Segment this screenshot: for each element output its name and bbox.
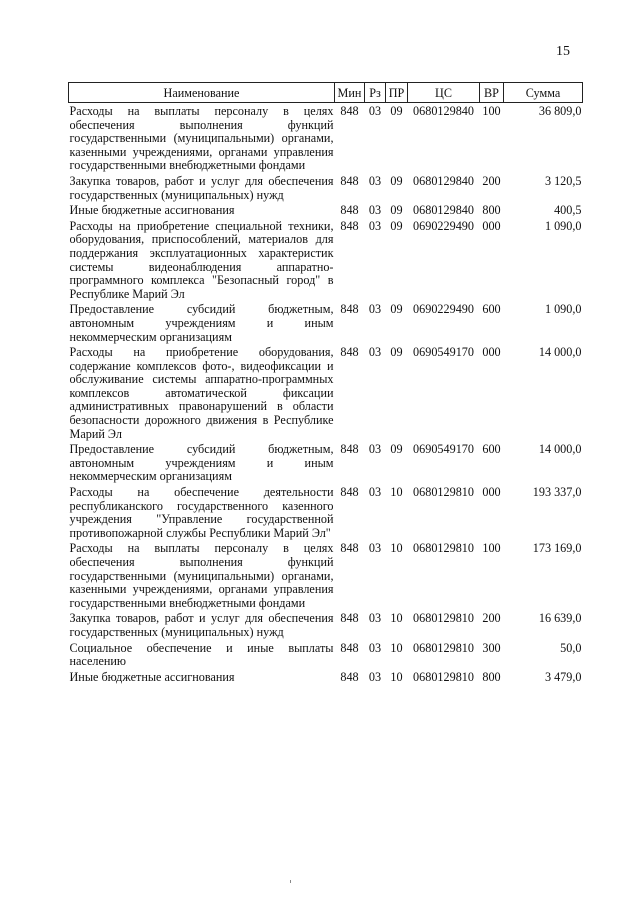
row-vr: 000 bbox=[482, 345, 501, 360]
row-rz: 03 bbox=[368, 302, 382, 317]
row-min: 848 bbox=[340, 203, 359, 218]
row-min: 848 bbox=[340, 345, 359, 360]
row-sum: 3 120,5 bbox=[544, 173, 582, 188]
row-pr: 09 bbox=[390, 302, 403, 317]
row-name: Расходы на приобретение специальной техники, оборудования, приспособлений, материалов для поддержания эксплуатационных характеристик системы видеонаблюдения аппаратно-программного комплекса "Безопасный город" в Республике Марий Эл bbox=[69, 218, 334, 301]
table-row bbox=[69, 344, 583, 441]
row-min: 848 bbox=[340, 442, 359, 457]
row-min: 848 bbox=[340, 218, 359, 233]
row-min: 848 bbox=[340, 485, 359, 500]
header-name: Наименование bbox=[69, 83, 335, 103]
row-vr: 100 bbox=[482, 541, 501, 556]
page-number: 15 bbox=[556, 44, 570, 59]
table-header-row bbox=[69, 83, 583, 103]
row-cs: 0680129810 bbox=[413, 611, 474, 626]
row-min: 848 bbox=[340, 541, 359, 556]
table-row bbox=[69, 640, 583, 669]
header-pr: ПР bbox=[386, 83, 408, 103]
row-vr: 600 bbox=[482, 302, 501, 317]
row-rz: 03 bbox=[368, 218, 382, 233]
row-vr: 100 bbox=[482, 104, 501, 118]
row-vr: 200 bbox=[482, 173, 501, 188]
row-vr: 300 bbox=[482, 640, 501, 655]
row-cs: 0690549170 bbox=[413, 345, 474, 360]
row-cs: 0680129810 bbox=[413, 669, 474, 684]
row-name: Расходы на выплаты персоналу в целях обеспечения выполнения функций государственными (муниципальными) органами, казенными учреждениями, органами управления государственными внебюджетными фондами bbox=[69, 104, 334, 173]
row-rz: 03 bbox=[368, 611, 382, 626]
budget-table bbox=[68, 82, 583, 684]
row-rz: 03 bbox=[368, 541, 382, 556]
row-pr: 10 bbox=[390, 541, 403, 556]
row-name: Закупка товаров, работ и услуг для обеспечения государственных (муниципальных) нужд bbox=[69, 611, 334, 639]
row-cs: 0680129810 bbox=[413, 640, 474, 655]
row-sum: 193 337,0 bbox=[532, 485, 582, 500]
row-pr: 09 bbox=[390, 203, 403, 218]
row-cs: 0690229490 bbox=[413, 218, 474, 233]
row-sum: 173 169,0 bbox=[532, 541, 582, 556]
table-row bbox=[69, 441, 583, 484]
row-name: Расходы на выплаты персоналу в целях обеспечения выполнения функций государственными (муниципальными) органами, казенными учреждениями, органами управления государственными внебюджетными фондами bbox=[69, 541, 334, 610]
row-min: 848 bbox=[340, 104, 359, 118]
row-pr: 10 bbox=[390, 669, 403, 684]
row-name: Предоставление субсидий бюджетным, автономным учреждениям и иным некоммерческим организациям bbox=[69, 302, 334, 344]
row-cs: 0680129840 bbox=[413, 104, 474, 118]
row-min: 848 bbox=[340, 302, 359, 317]
row-vr: 000 bbox=[482, 218, 501, 233]
row-name: Социальное обеспечение и иные выплаты населению bbox=[69, 640, 334, 669]
row-cs: 0690549170 bbox=[413, 442, 474, 457]
table-row bbox=[69, 669, 583, 685]
row-name: Расходы на обеспечение деятельности республиканского государственного казенного учреждения "Управление государственной противопожарной службы Республики Марий Эл" bbox=[69, 485, 334, 540]
header-sum: Сумма bbox=[504, 83, 583, 103]
row-min: 848 bbox=[340, 611, 359, 626]
row-min: 848 bbox=[340, 669, 359, 684]
table-row bbox=[69, 103, 583, 173]
row-name: Иные бюджетные ассигнования bbox=[69, 203, 235, 218]
header-vr: ВР bbox=[480, 83, 504, 103]
row-sum: 14 000,0 bbox=[538, 442, 582, 457]
row-cs: 0680129840 bbox=[413, 173, 474, 188]
row-sum: 1 090,0 bbox=[544, 302, 582, 317]
row-name: Закупка товаров, работ и услуг для обеспечения государственных (муниципальных) нужд bbox=[69, 173, 334, 202]
header-rz: Рз bbox=[365, 83, 386, 103]
table-row bbox=[69, 610, 583, 639]
row-sum: 400,5 bbox=[554, 203, 582, 218]
table-row bbox=[69, 540, 583, 610]
header-min: Мин bbox=[335, 83, 365, 103]
row-rz: 03 bbox=[368, 104, 382, 118]
row-sum: 1 090,0 bbox=[544, 218, 582, 233]
row-sum: 16 639,0 bbox=[538, 611, 582, 626]
row-pr: 09 bbox=[390, 173, 403, 188]
row-name: Предоставление субсидий бюджетным, автономным учреждениям и иным некоммерческим организациям bbox=[69, 442, 334, 484]
row-vr: 800 bbox=[482, 203, 501, 218]
row-vr: 200 bbox=[482, 611, 501, 626]
row-pr: 09 bbox=[390, 345, 403, 360]
table-row bbox=[69, 301, 583, 344]
row-pr: 09 bbox=[390, 104, 403, 118]
table-row bbox=[69, 218, 583, 302]
row-sum: 50,0 bbox=[560, 640, 582, 655]
header-cs: ЦС bbox=[408, 83, 480, 103]
row-name: Расходы на приобретение оборудования, содержание комплексов фото-, видеофиксации и обслуживание системы аппаратно-программных комплексов автоматической фиксации административных правонарушений в области безопасности дорожного движения в Республике Марий Эл bbox=[69, 345, 334, 441]
row-rz: 03 bbox=[368, 485, 382, 500]
row-sum: 14 000,0 bbox=[538, 345, 582, 360]
row-vr: 800 bbox=[482, 669, 501, 684]
footer-mark bbox=[290, 880, 291, 883]
row-rz: 03 bbox=[368, 173, 382, 188]
row-vr: 600 bbox=[482, 442, 501, 457]
row-cs: 0680129810 bbox=[413, 485, 474, 500]
table-row bbox=[69, 484, 583, 540]
row-rz: 03 bbox=[368, 669, 382, 684]
row-rz: 03 bbox=[368, 203, 382, 218]
row-cs: 0680129840 bbox=[413, 203, 474, 218]
table-row bbox=[69, 173, 583, 202]
row-min: 848 bbox=[340, 173, 359, 188]
row-pr: 09 bbox=[390, 442, 403, 457]
row-min: 848 bbox=[340, 640, 359, 655]
row-name: Иные бюджетные ассигнования bbox=[69, 669, 235, 684]
row-rz: 03 bbox=[368, 345, 382, 360]
row-sum: 36 809,0 bbox=[538, 104, 582, 118]
row-pr: 10 bbox=[390, 640, 403, 655]
row-sum: 3 479,0 bbox=[544, 669, 582, 684]
row-cs: 0680129810 bbox=[413, 541, 474, 556]
row-pr: 10 bbox=[390, 485, 403, 500]
row-pr: 10 bbox=[390, 611, 403, 626]
row-cs: 0690229490 bbox=[413, 302, 474, 317]
row-pr: 09 bbox=[390, 218, 403, 233]
row-vr: 000 bbox=[482, 485, 501, 500]
row-rz: 03 bbox=[368, 442, 382, 457]
table-row bbox=[69, 202, 583, 218]
row-rz: 03 bbox=[368, 640, 382, 655]
